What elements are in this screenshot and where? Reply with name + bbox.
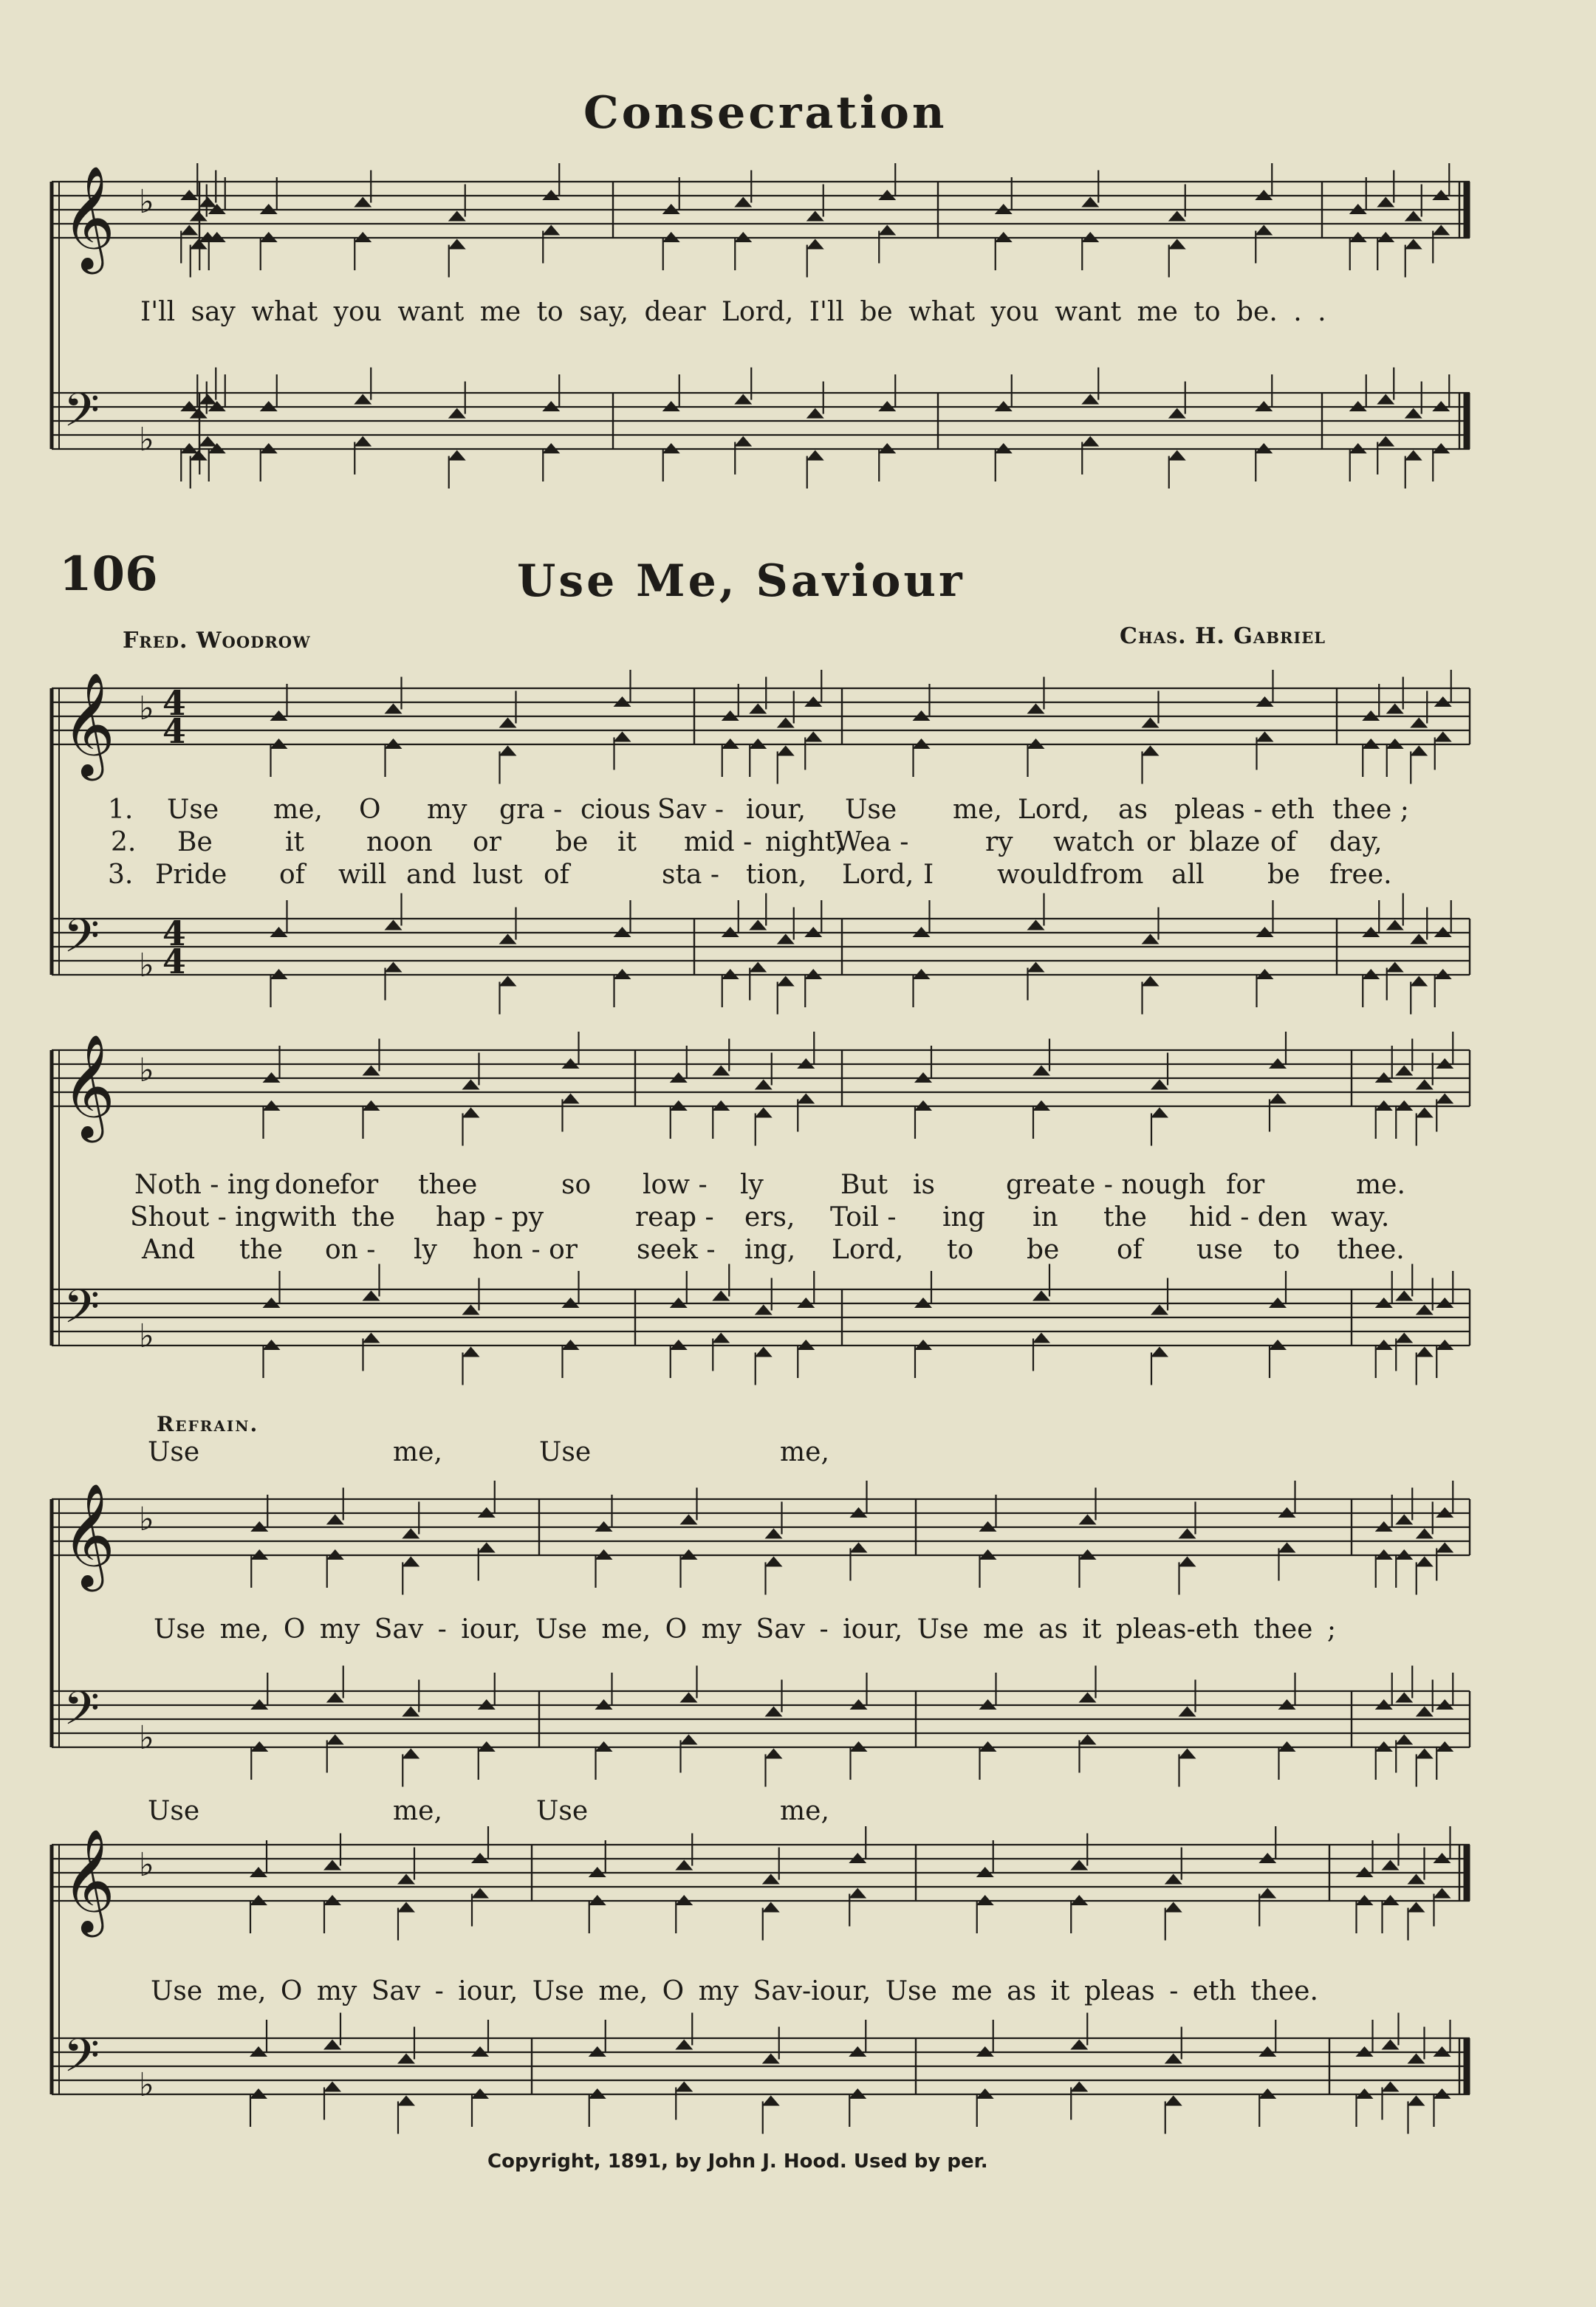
treble-note xyxy=(1079,1515,1097,1525)
verse-a-line-3-word: sta - xyxy=(662,860,720,890)
verse-b-line-1-word: me. xyxy=(1356,1170,1405,1200)
treble-clef: 𝄞 xyxy=(62,1482,115,1587)
verse-a-line-1-word: as xyxy=(1118,795,1148,825)
refrain-upper-1-1-word: Use xyxy=(539,1437,592,1467)
treble-alto-note xyxy=(462,1108,480,1118)
bass-tenor-note xyxy=(680,1693,698,1703)
treble-clef: 𝄞 xyxy=(62,1033,115,1138)
treble-alto-note xyxy=(402,1557,419,1567)
refrain-upper-2-1-word: me, xyxy=(393,1796,442,1826)
treble-alto-note xyxy=(1151,1108,1168,1118)
treble-note xyxy=(806,211,824,222)
verse-a-line-2-word: be xyxy=(555,827,589,857)
treble-note xyxy=(190,211,208,222)
verse-b-line-1-word: for xyxy=(1226,1170,1265,1200)
treble-note xyxy=(1142,718,1160,728)
verse-a-line-3-word: will xyxy=(338,860,387,890)
verse-a-line-2-word: or xyxy=(1146,827,1175,857)
treble-alto-note xyxy=(1410,746,1428,756)
verse-b-line-3-word: be xyxy=(1027,1235,1060,1265)
verse-a-line-1-word: Sav - xyxy=(657,795,725,825)
verse-b-line-1-word: for xyxy=(340,1170,379,1200)
verse-a-line-2-word: or xyxy=(473,827,501,857)
verse-a-line-2-word: night, xyxy=(765,827,844,857)
treble-alto-note xyxy=(1408,1902,1425,1913)
bass-note xyxy=(199,436,216,447)
bass-tenor-note xyxy=(1168,408,1186,419)
verse-b-line-1-word: e - nough xyxy=(1080,1170,1206,1200)
copyright-footer: Copyright, 1891, by John J. Hood. Used by per. xyxy=(487,2150,988,2173)
bass-tenor-note xyxy=(1179,1707,1196,1717)
hymn-author: Fred. Woodrow xyxy=(123,628,311,654)
treble-alto-note xyxy=(1269,1094,1287,1104)
verse-b-line-1-word: great xyxy=(1006,1170,1078,1200)
verse-b-line-1-word: low - xyxy=(643,1170,708,1200)
verse-b-line-3-word: Lord, xyxy=(832,1235,904,1265)
bass-tenor-note xyxy=(326,1693,344,1703)
time-signature: 4 xyxy=(162,711,186,751)
bass-note xyxy=(1168,450,1186,461)
bass-note xyxy=(1416,1347,1434,1357)
verse-b-line-3-word: use xyxy=(1196,1235,1243,1265)
bass-note xyxy=(806,450,824,461)
verse-b-line-3-word: seek - xyxy=(637,1235,716,1265)
bass-tenor-note xyxy=(1070,2040,1088,2050)
treble-note xyxy=(777,718,795,728)
verse-a-line-2-word: blaze xyxy=(1189,827,1261,857)
treble-note xyxy=(1408,1874,1425,1885)
verse-b-line-2-word: hap - py xyxy=(436,1202,544,1233)
verse-a-line-1-word: cious xyxy=(580,795,651,825)
treble-note xyxy=(397,1874,415,1885)
treble-alto-note xyxy=(755,1108,773,1118)
bass-note xyxy=(1410,976,1428,987)
verse-a-line-3-word: I xyxy=(923,860,934,890)
verse-b-line-2-word: ing xyxy=(942,1202,985,1233)
verse-a-line-1-word: my xyxy=(427,795,468,825)
treble-alto-note xyxy=(1255,225,1273,236)
bass-note xyxy=(1408,2096,1425,2106)
verse-b-line-1-word: Noth - ing xyxy=(134,1170,270,1200)
treble-alto-note xyxy=(1434,732,1452,742)
verse-a-line-3-word: Lord, xyxy=(842,860,914,890)
treble-note xyxy=(323,1860,341,1871)
bass-tenor-note xyxy=(1377,394,1394,405)
verse-b-line-2-word: with xyxy=(278,1202,337,1233)
treble-alto-note xyxy=(1434,1888,1451,1899)
bass-tenor-note xyxy=(777,934,795,945)
bass-tenor-note xyxy=(1151,1305,1168,1315)
verse-a-line-2-word: mid - xyxy=(684,827,753,857)
bass-note xyxy=(1165,2096,1182,2106)
bass-tenor-note xyxy=(734,394,752,405)
treble-clef: 𝄞 xyxy=(62,165,115,270)
verse-a-line-2-word: Wea - xyxy=(835,827,909,857)
treble-note xyxy=(765,1529,783,1539)
verse-a-line-3-word: be xyxy=(1267,860,1301,890)
treble-note xyxy=(499,718,517,728)
verse-b-line-2-word: Toil - xyxy=(830,1202,897,1233)
treble-note xyxy=(1168,211,1186,222)
treble-note xyxy=(734,197,752,208)
verse-a-line-1-word: gra - xyxy=(499,795,563,825)
verse-a-line-1-word: Lord, xyxy=(1018,795,1090,825)
bass-tenor-note xyxy=(385,920,403,930)
verse-a-line-1-word: Use xyxy=(167,795,219,825)
treble-alto-note xyxy=(397,1902,415,1913)
treble-note xyxy=(448,211,466,222)
treble-alto-note xyxy=(806,239,824,250)
verse-a-line-2-word: day, xyxy=(1329,827,1383,857)
bass-tenor-note xyxy=(712,1291,730,1301)
treble-note xyxy=(1395,1066,1413,1076)
hymn-composer: Chas. H. Gabriel xyxy=(1120,623,1326,649)
refrain-upper-1-1-word: Use xyxy=(148,1437,200,1467)
treble-alto-note xyxy=(562,1094,580,1104)
bass-clef: 𝄢 xyxy=(64,1681,100,1746)
bass-note xyxy=(1405,450,1422,461)
treble-alto-note xyxy=(1179,1557,1196,1567)
verse-a-line-1-word: Use xyxy=(845,795,897,825)
verse-a-line-3-word: free. xyxy=(1329,860,1392,890)
bass-note xyxy=(448,450,466,461)
treble-alto-note xyxy=(1416,1108,1434,1118)
verse-a-line-1-word: me, xyxy=(273,795,323,825)
key-flat: ♭ xyxy=(139,689,154,727)
treble-note xyxy=(1151,1080,1168,1090)
treble-note xyxy=(1027,704,1045,714)
bass-tenor-note xyxy=(1386,920,1404,930)
verse-a-line-3-word: Pride xyxy=(155,860,227,890)
treble-alto-note xyxy=(448,239,466,250)
bass-note xyxy=(1081,436,1099,447)
time-signature: 4 xyxy=(162,913,186,953)
verse-a-line-2-word: of xyxy=(1270,827,1296,857)
verse-b-line-1-word: ly xyxy=(740,1170,764,1200)
bass-tenor-note xyxy=(354,394,371,405)
key-flat: ♭ xyxy=(139,1718,154,1757)
bass-tenor-note xyxy=(765,1707,783,1717)
bass-note xyxy=(749,962,767,973)
bass-note xyxy=(462,1347,480,1357)
treble-note xyxy=(1382,1860,1400,1871)
bass-tenor-note xyxy=(448,408,466,419)
verse-a-line-2-word: 2. xyxy=(111,827,137,857)
key-flat: ♭ xyxy=(139,2066,154,2104)
verse-a-line-3-word: of xyxy=(544,860,569,890)
treble-alto-note xyxy=(1256,732,1274,742)
bass-tenor-note xyxy=(1395,1291,1413,1301)
verse-a-line-3-word: would xyxy=(997,860,1079,890)
bass-note xyxy=(363,1333,380,1343)
treble-alto-note xyxy=(1405,239,1422,250)
treble-alto-note xyxy=(180,225,198,236)
treble-alto-note xyxy=(777,746,795,756)
verse-a-line-2-word: it xyxy=(285,827,304,857)
verse-b-line-3-word: on - xyxy=(325,1235,376,1265)
key-flat: ♭ xyxy=(139,182,154,221)
verse-b-line-2-word: the xyxy=(1103,1202,1147,1233)
verse-b-line-3-word: of xyxy=(1117,1235,1143,1265)
hymn-number: 106 xyxy=(59,546,158,602)
verse-b-line-1-word: done xyxy=(275,1170,341,1200)
bass-tenor-note xyxy=(749,920,767,930)
verse-b-line-2-word: way. xyxy=(1331,1202,1390,1233)
refrain-lyric-1: Use me, O my Sav - iour, Use me, O my Sav - iour, Use me as it pleas-eth thee ; xyxy=(154,1614,1337,1645)
verse-b-line-3-word: the xyxy=(239,1235,283,1265)
treble-alto-note xyxy=(850,1543,868,1553)
verse-b-line-1-word: But xyxy=(840,1170,888,1200)
bass-clef: 𝄢 xyxy=(64,908,100,974)
treble-note xyxy=(354,197,371,208)
treble-alto-note xyxy=(614,732,631,742)
treble-alto-note xyxy=(765,1557,783,1567)
bass-tenor-note xyxy=(1081,394,1099,405)
bass-note xyxy=(1416,1749,1434,1759)
treble-note xyxy=(675,1860,693,1871)
key-flat: ♭ xyxy=(139,1500,154,1538)
bass-note xyxy=(675,2082,693,2092)
verse-a-line-2-word: watch xyxy=(1053,827,1135,857)
treble-note xyxy=(1032,1066,1050,1076)
bass-note xyxy=(499,976,517,987)
bass-note xyxy=(385,962,403,973)
treble-note xyxy=(762,1874,780,1885)
bass-tenor-note xyxy=(1142,934,1160,945)
treble-alto-note xyxy=(1258,1888,1276,1899)
verse-b-line-3-word: ly xyxy=(414,1235,437,1265)
refrain-upper-2-1-word: Use xyxy=(536,1796,589,1826)
bass-note xyxy=(1386,962,1404,973)
bass-clef: 𝄢 xyxy=(64,383,100,448)
refrain-upper-2-1-word: Use xyxy=(148,1796,200,1826)
hymn-title: Use Me, Saviour xyxy=(517,555,965,607)
bass-note xyxy=(1151,1347,1168,1357)
verse-a-line-1-word: thee ; xyxy=(1332,795,1409,825)
bass-note xyxy=(762,2096,780,2106)
treble-note xyxy=(1179,1529,1196,1539)
key-flat: ♭ xyxy=(139,1845,154,1884)
treble-alto-note xyxy=(804,732,822,742)
bass-note xyxy=(755,1347,773,1357)
verse-b-line-3-word: ing, xyxy=(744,1235,796,1265)
refrain-label: Refrain. xyxy=(157,1412,259,1436)
consecration-lyric: I'll say what you want me to say, dear Lord, I'll be what you want me to be. . . xyxy=(140,297,1326,327)
bass-note xyxy=(1395,1735,1413,1745)
treble-alto-note xyxy=(878,225,896,236)
treble-note xyxy=(1081,197,1099,208)
bass-tenor-note xyxy=(199,394,216,405)
treble-note xyxy=(755,1080,773,1090)
treble-alto-note xyxy=(1278,1543,1296,1553)
key-flat: ♭ xyxy=(139,946,154,984)
treble-alto-note xyxy=(1436,1543,1453,1553)
bass-tenor-note xyxy=(806,408,824,419)
treble-alto-note xyxy=(471,1888,489,1899)
treble-note xyxy=(326,1515,344,1525)
time-signature: 4 xyxy=(162,942,186,981)
verse-a-line-3-word: 3. xyxy=(108,860,134,890)
verse-a-line-1-word: pleas - eth xyxy=(1174,795,1315,825)
treble-note xyxy=(1405,211,1422,222)
verse-b-line-2-word: the xyxy=(352,1202,395,1233)
bass-note xyxy=(1377,436,1394,447)
treble-note xyxy=(1070,1860,1088,1871)
refrain-lyric-2: Use me, O my Sav - iour, Use me, O my Sav-iour, Use me as it pleas - eth thee. xyxy=(151,1976,1318,2006)
verse-b-line-1-word: thee xyxy=(418,1170,478,1200)
key-flat: ♭ xyxy=(139,1051,154,1089)
verse-a-line-3-word: tion, xyxy=(746,860,807,890)
bass-tenor-note xyxy=(363,1291,380,1301)
bass-note xyxy=(1142,976,1160,987)
bass-tenor-note xyxy=(402,1707,419,1717)
verse-a-line-3-word: from xyxy=(1080,860,1144,890)
bass-note xyxy=(1032,1333,1050,1343)
verse-b-line-1-word: is xyxy=(913,1170,935,1200)
bass-tenor-note xyxy=(1382,2040,1400,2050)
bass-note xyxy=(1382,2082,1400,2092)
treble-alto-note xyxy=(478,1543,496,1553)
treble-note xyxy=(363,1066,380,1076)
treble-alto-note xyxy=(762,1902,780,1913)
treble-alto-note xyxy=(1432,225,1450,236)
bass-tenor-note xyxy=(323,2040,341,2050)
verse-b-line-3-word: hon - or xyxy=(473,1235,578,1265)
bass-clef: 𝄢 xyxy=(64,2028,100,2094)
verse-a-line-2-word: Be xyxy=(177,827,213,857)
verse-b-line-3-word: And xyxy=(142,1235,196,1265)
treble-alto-note xyxy=(797,1094,815,1104)
bass-note xyxy=(1070,2082,1088,2092)
verse-b-line-2-word: Shout - ing xyxy=(130,1202,278,1233)
refrain-upper-1-1-word: me, xyxy=(393,1437,442,1467)
bass-tenor-note xyxy=(397,2054,415,2064)
verse-b-line-2-word: reap - xyxy=(635,1202,714,1233)
treble-note xyxy=(1410,718,1428,728)
treble-clef: 𝄞 xyxy=(62,671,115,776)
bass-tenor-note xyxy=(1416,1305,1434,1315)
bass-tenor-note xyxy=(1027,920,1045,930)
treble-alto-note xyxy=(1165,1902,1182,1913)
bass-note xyxy=(326,1735,344,1745)
verse-b-line-2-word: ers, xyxy=(744,1202,795,1233)
treble-alto-note xyxy=(1142,746,1160,756)
treble-alto-note xyxy=(499,746,517,756)
treble-clef: 𝄞 xyxy=(62,1828,115,1933)
time-signature: 4 xyxy=(162,683,186,723)
treble-note xyxy=(385,704,403,714)
treble-alto-note xyxy=(1416,1557,1434,1567)
verse-a-line-1-word: me, xyxy=(953,795,1002,825)
bass-note xyxy=(1395,1333,1413,1343)
refrain-upper-1-1-word: me, xyxy=(780,1437,829,1467)
verse-a-line-3-word: and xyxy=(406,860,456,890)
verse-b-line-2-word: in xyxy=(1032,1202,1058,1233)
verse-a-line-3-word: all xyxy=(1171,860,1205,890)
treble-alto-note xyxy=(1436,1094,1453,1104)
treble-note xyxy=(680,1515,698,1525)
verse-a-line-3-word: of xyxy=(279,860,305,890)
bass-note xyxy=(1079,1735,1097,1745)
treble-alto-note xyxy=(542,225,560,236)
key-flat: ♭ xyxy=(139,1317,154,1355)
verse-b-line-3-word: to xyxy=(1273,1235,1301,1265)
bass-note xyxy=(765,1749,783,1759)
bass-tenor-note xyxy=(755,1305,773,1315)
bass-note xyxy=(323,2082,341,2092)
verse-a-line-2-word: ry xyxy=(985,827,1013,857)
treble-note xyxy=(1377,197,1394,208)
bass-note xyxy=(734,436,752,447)
bass-tenor-note xyxy=(499,934,517,945)
treble-note xyxy=(712,1066,730,1076)
treble-note xyxy=(1386,704,1404,714)
bass-note xyxy=(680,1735,698,1745)
treble-note xyxy=(199,197,216,208)
bass-tenor-note xyxy=(1410,934,1428,945)
bass-note xyxy=(712,1333,730,1343)
bass-note xyxy=(777,976,795,987)
verse-a-line-1-word: O xyxy=(359,795,381,825)
verse-b-line-2-word: hid - den xyxy=(1189,1202,1308,1233)
key-flat: ♭ xyxy=(139,420,154,459)
treble-note xyxy=(402,1529,419,1539)
treble-note xyxy=(749,704,767,714)
verse-a-line-3-word: lust xyxy=(473,860,523,890)
bass-tenor-note xyxy=(1079,1693,1097,1703)
refrain-upper-2-1-word: me, xyxy=(780,1796,829,1826)
verse-a-line-2-word: noon xyxy=(366,827,433,857)
verse-a-line-1-word: iour, xyxy=(746,795,806,825)
treble-alto-note xyxy=(849,1888,866,1899)
treble-note xyxy=(1395,1515,1413,1525)
bass-note xyxy=(397,2096,415,2106)
verse-b-line-3-word: to xyxy=(947,1235,974,1265)
bass-tenor-note xyxy=(762,2054,780,2064)
treble-note xyxy=(1165,1874,1182,1885)
bass-tenor-note xyxy=(1416,1707,1434,1717)
verse-a-line-2-word: it xyxy=(617,827,637,857)
treble-note xyxy=(1416,1080,1434,1090)
bass-tenor-note xyxy=(1165,2054,1182,2064)
bass-tenor-note xyxy=(462,1305,480,1315)
bass-note xyxy=(354,436,371,447)
bass-tenor-note xyxy=(1408,2054,1425,2064)
treble-note xyxy=(462,1080,480,1090)
bass-note xyxy=(1179,1749,1196,1759)
bass-note xyxy=(1027,962,1045,973)
verse-b-line-3-word: thee. xyxy=(1337,1235,1405,1265)
verse-a-line-1-word: 1. xyxy=(108,795,134,825)
consecration-title: Consecration xyxy=(583,87,948,139)
treble-alto-note xyxy=(1168,239,1186,250)
bass-note xyxy=(402,1749,419,1759)
bass-tenor-note xyxy=(1405,408,1422,419)
bass-tenor-note xyxy=(1032,1291,1050,1301)
verse-b-line-1-word: so xyxy=(561,1170,592,1200)
bass-clef: 𝄢 xyxy=(64,1279,100,1345)
treble-note xyxy=(1416,1529,1434,1539)
bass-tenor-note xyxy=(1395,1693,1413,1703)
bass-tenor-note xyxy=(675,2040,693,2050)
